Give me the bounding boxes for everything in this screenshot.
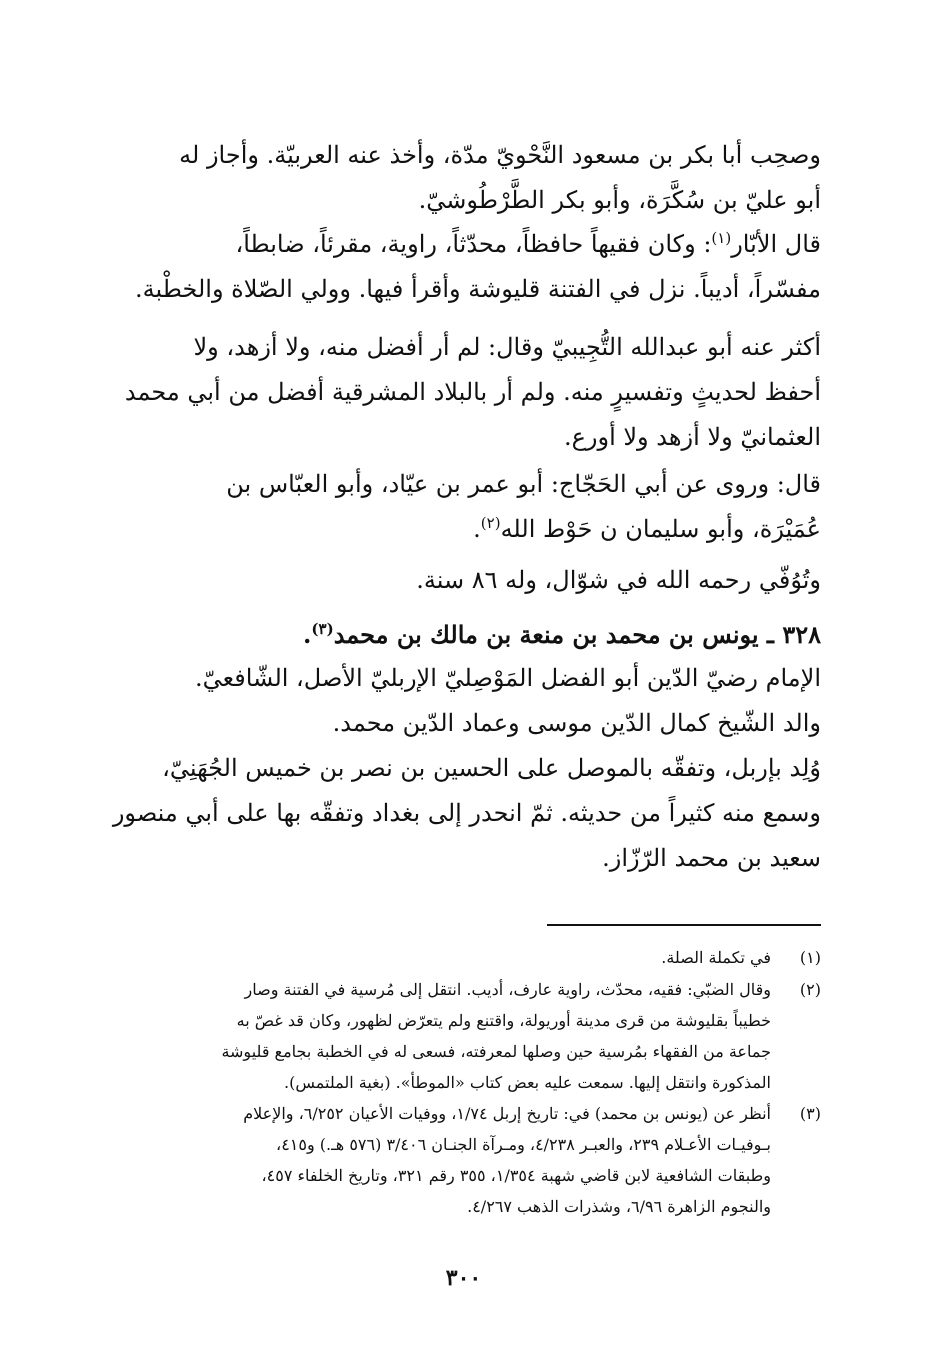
text-line: بـوفيـات الأعـلام ٢٣٩، والعبـر ٤/٢٣٨، ومـرآة الجنـان ٣/٤٠٦ (٥٧٦ هـ.) و٤١٥، [276, 1135, 771, 1154]
text-line: العثمانيّ ولا أزهد ولا أورع. [563, 423, 821, 451]
text-line: وقال الضبّي: فقيه، محدّث، راوية عارف، أديب. انتقل إلى مُرسية في الفتنة وصار [244, 980, 771, 999]
entry-heading [104, 612, 821, 657]
text-line: عُمَيْرَة، وأبو سليمان ن حَوْط الله$^{(٢)}$. [473, 514, 821, 543]
text-line: والد الشّيخ كمال الدّين موسى وعماد الدّين محمد. [332, 709, 821, 737]
text-segment: قال الأبّار [731, 230, 821, 258]
text-line: قال: وروى عن أبي الحَجّاج: أبو عمر بن عيّاد، وأبو العبّاس بن [226, 470, 821, 498]
footnote-number: (١) [799, 948, 821, 967]
footnote-number: (٣) [799, 1104, 821, 1123]
footnote-2 [104, 974, 821, 1098]
text-line: وُلِد بإربل، وتفقّه بالموصل على الحسين بن نصر بن خميس الجُهَنِيّ، [162, 754, 821, 782]
page-number: ٣٠٠ [445, 1265, 482, 1291]
paragraph-4 [104, 462, 821, 552]
paragraph-5 [104, 558, 821, 603]
footnote-ref: (٢) [480, 514, 501, 532]
footnote-divider [547, 924, 821, 926]
text-line [104, 222, 821, 267]
paragraph-1 [104, 133, 821, 223]
text-line: أنظر عن (يونس بن محمد) في: تاريخ إربل ١/٧٤، ووفيات الأعيان ٦/٢٥٢، والإعلام [243, 1104, 771, 1123]
entry-body [104, 656, 821, 881]
text-line: الإمام رضيّ الدّين أبو الفضل المَوْصِليّ الإربليّ الأصل، الشّافعيّ. [195, 664, 821, 692]
text-line: وطبقات الشافعية لابن قاضي شهبة ١/٣٥٤، ٣٥٥ رقم ٣٢١، وتاريخ الخلفاء ٤٥٧، [261, 1166, 771, 1185]
footnote-text [104, 942, 771, 973]
text-line: والنجوم الزاهرة ٦/٩٦، وشذرات الذهب ٤/٢٦٧. [467, 1197, 771, 1216]
text-line: جماعة من الفقهاء بمُرسية حين وصلها لمعرفته، فسعى له في الخطبة بجامع قليوشة [221, 1042, 771, 1061]
footnote-3 [104, 1098, 821, 1222]
text-line: سعيد بن محمد الرّزّاز. [602, 844, 821, 872]
footnote-text [104, 974, 771, 1098]
text-line: وصحِب أبا بكر بن مسعود النَّحْويّ مدّة، وأخذ عنه العربيّة. وأجاز له [179, 141, 821, 169]
footnote-text [104, 1098, 771, 1222]
text-line: خطيباً بقليوشة من قرى مدينة أوريولة، واقتنع ولم يتعرّض لظهور، وكان قد غصّ به [236, 1011, 771, 1030]
entry-title: ٣٢٨ ـ يونس بن محمد بن منعة بن مالك بن محمد [333, 620, 821, 649]
footnote-number: (٢) [799, 980, 821, 999]
footnote-ref: (١) [711, 229, 732, 247]
text-line: أحفظ لحديثٍ وتفسيرٍ منه. ولم أر بالبلاد المشرقية أفضل من أبي محمد [124, 378, 821, 406]
text-line: أبو عليّ بن سُكَّرَة، وأبو بكر الطَّرْطُوشيّ. [418, 186, 821, 214]
text-segment: : وكان فقيهاً حافظاً، محدّثاً، راوية، مقرئاً، ضابطاً، [235, 230, 712, 258]
text-line: وسمع منه كثيراً من حديثه. ثمّ انحدر إلى بغداد وتفقّه بها على أبي منصور [112, 799, 821, 827]
text-line: مفسّراً، أديباً. نزل في الفتنة قليوشة وأقرأ فيها. وولي الصّلاة والخطْبة. [135, 275, 821, 303]
paragraph-2 [104, 222, 821, 312]
paragraph-3 [104, 325, 821, 460]
text-line: المذكورة وانتقل إليها. سمعت عليه بعض كتاب «الموطأ». (بغية الملتمس). [284, 1073, 771, 1092]
text-line: في تكملة الصلة. [661, 948, 771, 967]
footnote-1 [104, 942, 821, 973]
text-line: وتُوُفّي رحمه الله في شوّال، وله ٨٦ سنة. [416, 566, 821, 594]
text-line: أكثر عنه أبو عبدالله التُّجِيبيّ وقال: لم أر أفضل منه، ولا أزهد، ولا [193, 333, 821, 361]
text-line: ٣٢٨ ـ يونس بن محمد بن منعة بن مالك بن محمد$^{(٣)}$. [303, 620, 821, 649]
footnote-ref: (٣) [311, 620, 334, 638]
text-segment: عُمَيْرَة، وأبو سليمان ن حَوْط الله [500, 515, 821, 543]
